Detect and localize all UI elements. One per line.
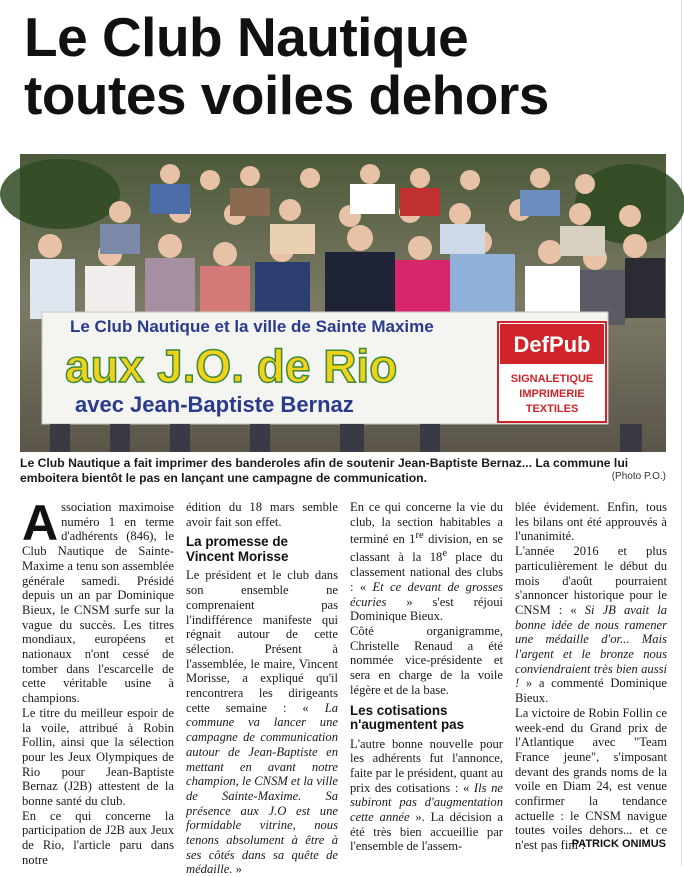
sponsor-line-1: SIGNALETIQUE <box>510 373 594 385</box>
drop-cap: A <box>22 495 59 551</box>
paragraph-text: En ce qui concerne la vie du club, la section habitables a terminé en 1 <box>350 500 503 547</box>
article-paragraph <box>186 568 338 877</box>
ordinal-suffix: e <box>442 548 448 560</box>
paragraph-text: division, en se classant à la 18 <box>350 532 504 565</box>
author-byline: PATRICK ONIMUS <box>571 838 666 850</box>
article-column-3 <box>350 500 503 855</box>
quote-text: La commune va lancer une campagne de communication autour de Jean-Baptiste en mettant en avant notre champion, le CNSM et la ville de Sainte-Maxime. Sa présence aux J.O est une formidable vitrine, nous tenons absolument à être à ses côtés dans sa quête de médaille. <box>186 700 338 877</box>
article-paragraph: édition du 18 mars semble avoir fait son effet. <box>186 500 338 529</box>
paragraph-text: Le président et le club dans son ensemble ne comprenaient pas l'indifférence manifeste qui régnait autour de cette sélection. Présent à l'assemblée, le maire, Vincent Morisse, a expliqué qu'il rencontrera les dirigeants cette semaine : « <box>186 568 338 715</box>
paragraph-text: » <box>232 862 242 877</box>
article-paragraph <box>350 500 503 624</box>
quote-text: Ils ne subiront pas d'augmentation cette année <box>350 780 503 825</box>
paragraph-text: L'année 2016 et plus particulièrement le début du mois d'août pourraient s'annoncer historique pour le CNSM : « <box>515 544 667 617</box>
subheading-promesse: La promesse de Vincent Morisse <box>186 534 289 564</box>
article-paragraph <box>22 495 174 706</box>
article-paragraph: En ce qui concerne la participation de J2B aux Jeux de Rio, l'article paru dans notre <box>22 808 174 867</box>
banner-line-1: Le Club Nautique et la ville de Sainte Maxime <box>70 317 434 336</box>
photo-caption: Le Club Nautique a fait imprimer des banderoles afin de soutenir Jean-Baptiste Bernaz... La commune lui emboitera bientôt le pas en lançant une campagne de communication. <box>20 456 629 485</box>
headline-line-2: toutes voiles dehors <box>24 64 549 126</box>
page-edge-rule <box>681 0 682 865</box>
quote-text: Et ce devant de grosses écuries <box>350 579 503 609</box>
group-photo-illustration <box>20 154 666 452</box>
article-paragraph: Côté organigramme, Christelle Renaud a été nommée vice-présidente et sera en charge de la voile légère et de la base. <box>350 624 503 697</box>
support-banner <box>42 312 608 424</box>
article-paragraph: La victoire de Robin Follin ce week-end du Grand prix de l'Atlantique avec "Team France jeune", s'imposant devant des grands noms de la voile en Diam 24, est venue confirmer la tendance actuelle : le CNSM navigue toutes voiles dehors... et ce n'est pas fini ! <box>515 705 667 853</box>
banner-line-3: avec Jean-Baptiste Bernaz <box>75 392 354 417</box>
paragraph-text: place du classement national des clubs : « <box>350 550 503 594</box>
article-paragraph <box>515 544 667 706</box>
article-column-4 <box>515 500 667 855</box>
article-column-2 <box>186 500 338 877</box>
article-paragraph <box>350 737 503 855</box>
quote-text: Si JB avait la bonne idée de nous ramener une médaille d'or... Mais l'argent et le bronze nous conviendraient très bien aussi ! <box>515 602 667 691</box>
paragraph-text: ssociation maximoise numéro 1 en terme d'adhérents (846), le Club Nautique de Sainte-Maxime a tenu son assemblée générale samedi. Présidé depuis un an par Dominique Bieux, le CNSM surfe sur la vague du succès. Les titres mondiaux, européens et nationaux n'ont cessé de tomber dans l'escarcelle de cette véritable usine à champions. <box>22 500 174 706</box>
sponsor-line-3: TEXTILES <box>525 403 579 415</box>
paragraph-text: » a commenté Dominique Bieux. <box>515 676 667 706</box>
group-photo <box>20 154 666 452</box>
subheading-cotisations: Les cotisations n'augmentent pas <box>350 702 465 733</box>
paragraph-text: » s'est réjoui Dominique Bieux. <box>350 594 503 624</box>
paragraph-text: ». La décision a été très bien accueillie par l'ensemble de l'assem- <box>350 810 503 854</box>
sponsor-logo: DefPub <box>513 332 591 357</box>
article-paragraph: Le titre du meilleur espoir de la voile, attribué à Robin Follin, ainsi que la sélection pour les Jeux Olympiques de Rio pour Jean-Baptiste Bernaz (J2B) attestent de la bonne santé du club. <box>22 705 174 809</box>
photo-credit: (Photo P.O.) <box>611 471 666 482</box>
ordinal-suffix: re <box>415 530 424 542</box>
headline <box>24 8 664 124</box>
headline-line-1: Le Club Nautique <box>24 6 469 68</box>
banner-line-2: aux J.O. de Rio <box>65 340 398 392</box>
sponsor-line-2: IMPRIMERIE <box>519 388 585 400</box>
paragraph-text: L'autre bonne nouvelle pour les adhérents fut l'annonce, faite par le président, quant au prix des cotisations : « <box>350 736 503 795</box>
article-paragraph: blée évidement. Enfin, tous les bilans ont été approuvés à l'unanimité. <box>515 500 667 544</box>
article-column-1 <box>22 495 174 867</box>
